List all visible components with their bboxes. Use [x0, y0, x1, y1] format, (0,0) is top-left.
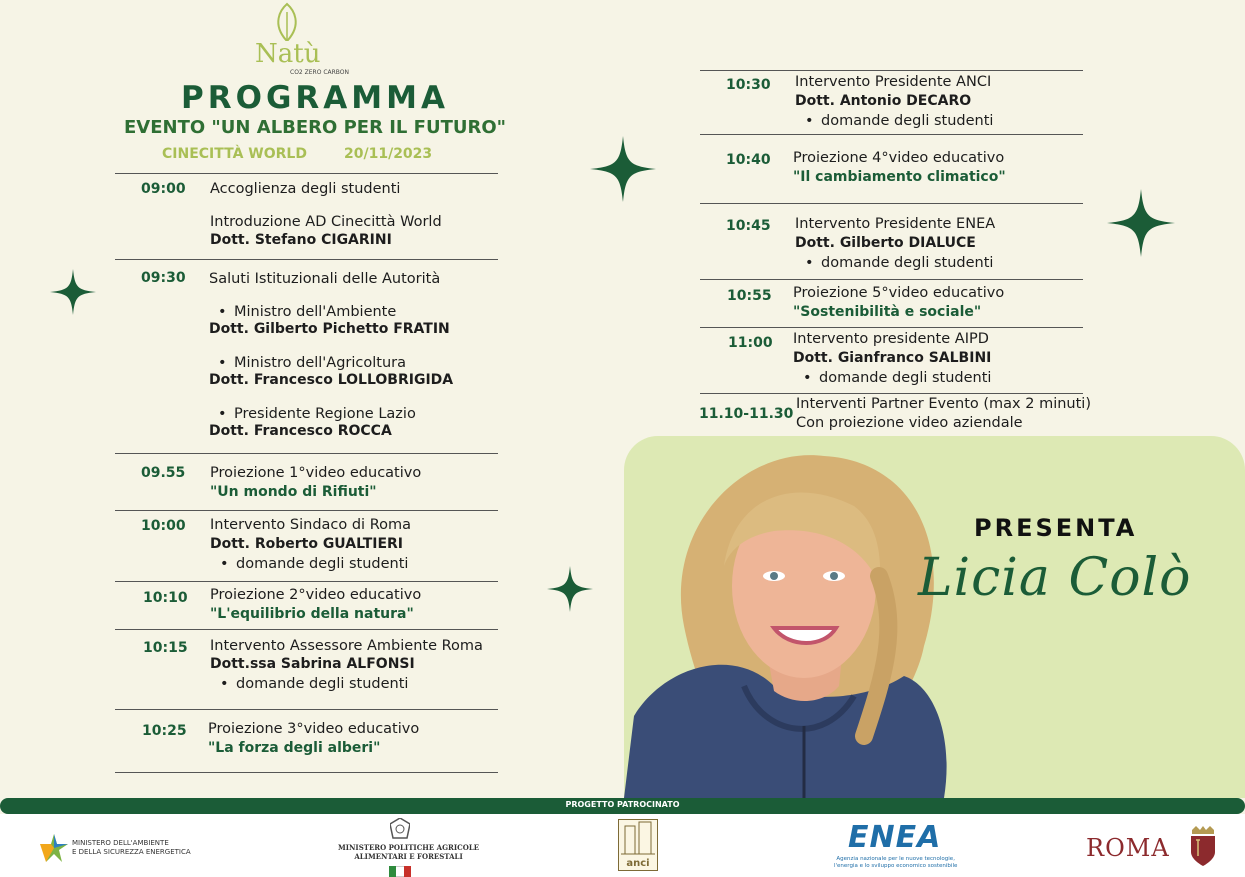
presenter-label: PRESENTA	[974, 514, 1138, 542]
divider	[115, 581, 498, 582]
slot-bullet: • Presidente Regione Lazio	[234, 406, 416, 422]
video-title: "La forza degli alberi"	[208, 740, 381, 756]
slot-speaker: Dott. Francesco LOLLOBRIGIDA	[209, 372, 454, 388]
slot-line: Saluti Istituzionali delle Autorità	[209, 271, 441, 287]
divider	[700, 134, 1083, 135]
slot-line: Accoglienza degli studenti	[210, 181, 401, 197]
page-title: PROGRAMMA	[181, 80, 449, 116]
logo-subtext: CO2 ZERO CARBON	[290, 69, 350, 76]
slot-time: 11:00	[728, 335, 773, 351]
tower-icon	[619, 820, 657, 856]
presenter-name: Licia Colò	[918, 548, 1192, 608]
divider	[115, 629, 498, 630]
slot-time: 10:45	[726, 218, 771, 234]
divider	[700, 327, 1083, 328]
slot-time: 10:25	[142, 723, 187, 739]
slot-line: Proiezione 3°video educativo	[208, 721, 420, 737]
slot-speaker: Dott.ssa Sabrina ALFONSI	[210, 656, 415, 672]
slot-bullet: • domande degli studenti	[819, 370, 991, 386]
slot-time: 10:40	[726, 152, 771, 168]
slot-time: 10:15	[143, 640, 188, 656]
footer-label: PROGETTO PATROCINATO	[565, 800, 680, 809]
slot-line: Proiezione 1°video educativo	[210, 465, 422, 481]
divider	[700, 279, 1083, 280]
sparkle-icon	[50, 269, 96, 315]
slot-speaker: Dott. Gilberto Pichetto FRATIN	[209, 321, 450, 337]
presenter-photo	[624, 436, 1245, 798]
presenter-panel	[624, 436, 1245, 798]
natu-logo	[250, 2, 360, 77]
slot-time: 09:00	[141, 181, 186, 197]
slot-bullet: • domande degli studenti	[236, 676, 408, 692]
slot-line: Intervento presidente AIPD	[793, 331, 989, 347]
slot-line: Con proiezione video aziendale	[796, 415, 1023, 431]
slot-speaker: Dott. Gilberto DIALUCE	[795, 235, 976, 251]
divider	[115, 173, 498, 174]
slot-bullet: • Ministro dell'Ambiente	[234, 304, 396, 320]
sparkle-icon	[1107, 189, 1175, 257]
slot-line: Proiezione 5°video educativo	[793, 285, 1005, 301]
mase-star-icon	[40, 834, 68, 862]
slot-line: Intervento Sindaco di Roma	[210, 517, 412, 533]
slot-time: 10:30	[726, 77, 771, 93]
video-title: "Sostenibilità e sociale"	[793, 304, 982, 320]
video-title: "Il cambiamento climatico"	[793, 169, 1006, 185]
event-date: 20/11/2023	[344, 146, 433, 162]
sparkle-icon	[547, 566, 593, 612]
slot-line: Proiezione 2°video educativo	[210, 587, 422, 603]
slot-speaker: Dott. Francesco ROCCA	[209, 423, 392, 439]
event-subtitle: EVENTO "UN ALBERO PER IL FUTURO"	[124, 117, 506, 138]
slot-speaker: Dott. Roberto GUALTIERI	[210, 536, 403, 552]
anci-logo	[618, 819, 658, 871]
slot-speaker: Dott. Antonio DECARO	[795, 93, 972, 109]
enea-subtext: Agenzia nazionale per le nuove tecnologie, l'energia e lo sviluppo economico sostenibile	[834, 856, 958, 869]
masaf-logo-text: MINISTERO POLITICHE AGRICOLE ALIMENTARI E FORESTALI	[338, 843, 480, 861]
slot-speaker: Dott. Gianfranco SALBINI	[793, 350, 992, 366]
slot-time: 09:30	[141, 270, 186, 286]
divider	[115, 772, 498, 773]
enea-logo-text: ENEA	[848, 820, 942, 855]
divider	[700, 70, 1083, 71]
divider	[700, 393, 1083, 394]
video-title: "L'equilibrio della natura"	[210, 606, 414, 622]
video-title: "Un mondo di Rifiuti"	[210, 484, 377, 500]
divider	[115, 259, 498, 260]
slot-line: Interventi Partner Evento (max 2 minuti)	[796, 396, 1091, 412]
slot-time: 11.10-11.30	[699, 406, 794, 422]
slot-bullet: • domande degli studenti	[821, 113, 993, 129]
venue: CINECITTÀ WORLD	[162, 146, 307, 162]
slot-time: 10:10	[143, 590, 188, 606]
slot-speaker: Dott. Stefano CIGARINI	[210, 232, 392, 248]
slot-line: Introduzione AD Cinecittà World	[210, 214, 442, 230]
logo-text: Natù	[255, 39, 321, 69]
slot-time: 09.55	[141, 465, 186, 481]
sparkle-icon	[590, 136, 656, 202]
divider	[700, 203, 1083, 204]
slot-bullet: • Ministro dell'Agricoltura	[234, 355, 406, 371]
roma-crest-icon	[1188, 826, 1218, 866]
slot-line: Intervento Assessore Ambiente Roma	[210, 638, 483, 654]
anci-logo-text: anci	[626, 858, 650, 869]
slot-time: 10:55	[727, 288, 772, 304]
emblem-icon	[390, 818, 410, 840]
slot-bullet: • domande degli studenti	[821, 255, 993, 271]
slot-time: 10:00	[141, 518, 186, 534]
slot-line: Intervento Presidente ANCI	[795, 74, 992, 90]
divider	[115, 453, 498, 454]
mase-logo-text: MINISTERO DELL'AMBIENTE E DELLA SICUREZZA ENERGETICA	[72, 839, 191, 856]
divider	[115, 510, 498, 511]
slot-bullet: • domande degli studenti	[236, 556, 408, 572]
slot-line: Intervento Presidente ENEA	[795, 216, 996, 232]
italian-flag-icon	[389, 866, 411, 877]
slot-line: Proiezione 4°video educativo	[793, 150, 1005, 166]
roma-logo-text: ROMA	[1086, 834, 1170, 862]
divider	[115, 709, 498, 710]
